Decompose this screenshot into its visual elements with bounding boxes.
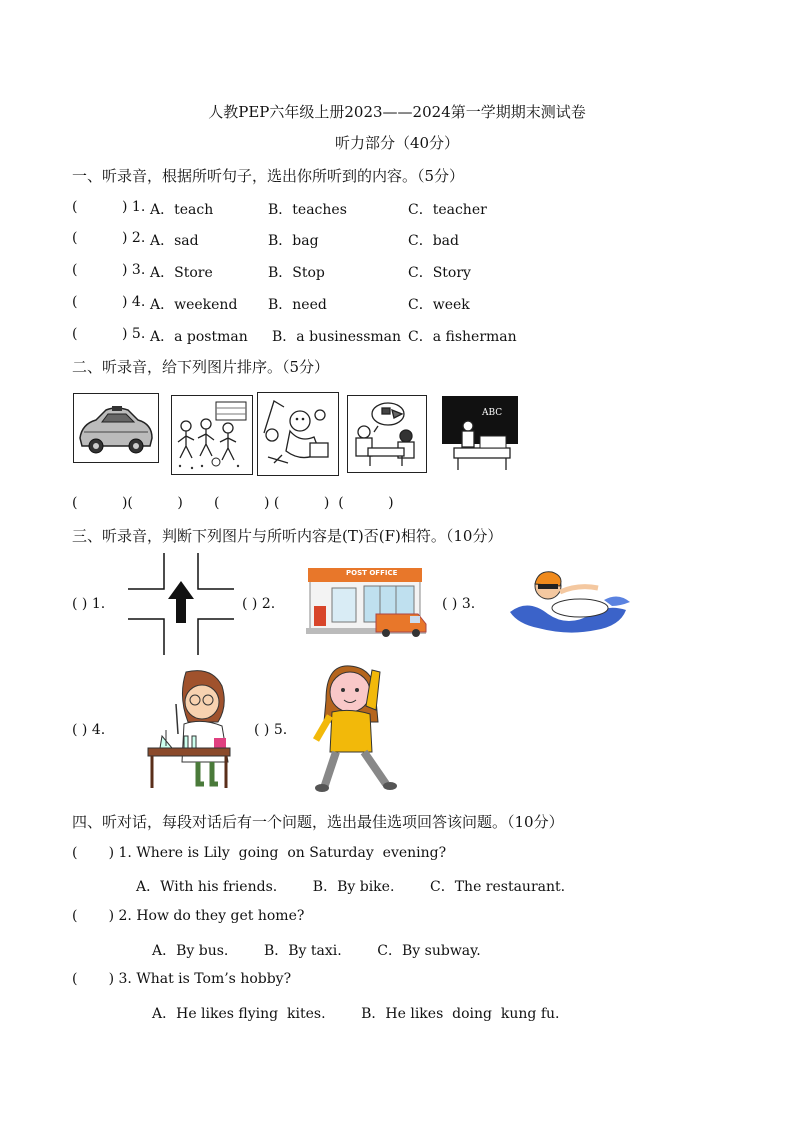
answer-blank[interactable]: (: [72, 326, 78, 342]
doctor-patient-icon: [348, 396, 425, 471]
option-c: C．week: [408, 297, 470, 313]
tf-label-3[interactable]: ( ) 3.: [442, 596, 476, 612]
list-item-num: ) 5.: [122, 326, 146, 342]
blackboard-icon: [440, 394, 520, 472]
list-item-num: ) 2.: [122, 230, 146, 246]
tf-label-1[interactable]: ( ) 1.: [72, 596, 106, 612]
option-a: A．sad: [150, 233, 199, 249]
option-a: A．teach: [150, 202, 214, 218]
option-a: A．Store: [150, 265, 213, 281]
answer-blank[interactable]: (: [72, 230, 78, 246]
section3-heading: 三、听录音，判断下列图片与所听内容是(T)否(F)相符。（10分）: [72, 527, 503, 545]
go-straight-arrow-icon: [128, 553, 234, 655]
girl-exercise-picture: [310, 660, 406, 794]
option-c: C．a fisherman: [408, 329, 517, 345]
section4-heading: 四、听对话，每段对话后有一个问题，选出最佳选项回答该问题。（10分）: [72, 813, 564, 831]
option-b: B．a businessman: [272, 329, 402, 345]
option-a: A．a postman: [150, 329, 248, 345]
section2-heading: 二、听录音，给下列图片排序。（5分）: [72, 358, 330, 376]
doctor-office-picture: [347, 395, 427, 473]
scientist-icon: [142, 666, 240, 792]
board-text: ABC: [482, 408, 503, 418]
option-b: B．need: [268, 297, 327, 313]
option-a: A．weekend: [150, 297, 238, 313]
list-item-num: ) 1.: [122, 199, 146, 215]
children-playing-icon: [172, 396, 251, 473]
option-c: C．teacher: [408, 202, 487, 218]
section1-heading: 一、听录音，根据所听句子，选出你所听到的内容。（5分）: [72, 167, 465, 185]
tf-label-5[interactable]: ( ) 5.: [254, 722, 288, 738]
classroom-picture: [440, 394, 520, 472]
tf-label-4[interactable]: ( ) 4.: [72, 722, 106, 738]
question-1-options: A．With his friends. B．By bike. C．The restaurant.: [136, 879, 566, 895]
post-office-picture: [306, 566, 436, 638]
scientist-picture: [142, 666, 240, 792]
post-office-sign: POST OFFICE: [346, 569, 398, 577]
question-3-options: A．He likes flying kites. B．He likes doing kung fu.: [152, 1006, 560, 1022]
boy-experiment-picture: [257, 392, 339, 476]
girl-stretching-icon: [310, 660, 406, 794]
option-b: B．teaches: [268, 202, 347, 218]
swimming-picture: [508, 566, 632, 636]
option-c: C．Story: [408, 265, 471, 281]
question-2-options: A．By bus. B．By taxi. C．By subway.: [152, 943, 481, 959]
swimmer-icon: [508, 566, 632, 636]
ordering-blanks[interactable]: ( )( ) ( ) ( ) ( ): [72, 495, 394, 511]
car-icon: [74, 394, 157, 461]
question-1: ( ) 1. Where is Lily going on Saturday evening?: [72, 845, 447, 861]
page-title: 人教PEP六年级上册2023——2024第一学期期末测试卷: [208, 103, 586, 121]
straight-arrow-picture: [128, 553, 234, 655]
car-picture: [73, 393, 159, 463]
tf-label-2[interactable]: ( ) 2.: [242, 596, 276, 612]
answer-blank[interactable]: (: [72, 262, 78, 278]
list-item-num: ) 3.: [122, 262, 146, 278]
option-b: B．bag: [268, 233, 319, 249]
answer-blank[interactable]: (: [72, 199, 78, 215]
page-subtitle: 听力部分（40分）: [334, 134, 460, 152]
science-kit-icon: [258, 393, 337, 474]
option-c: C．bad: [408, 233, 459, 249]
option-b: B．Stop: [268, 265, 325, 281]
answer-blank[interactable]: (: [72, 294, 78, 310]
list-item-num: ) 4.: [122, 294, 146, 310]
question-3: ( ) 3. What is Tom’s hobby?: [72, 971, 292, 987]
kids-football-picture: [171, 395, 253, 475]
question-2: ( ) 2. How do they get home?: [72, 908, 305, 924]
